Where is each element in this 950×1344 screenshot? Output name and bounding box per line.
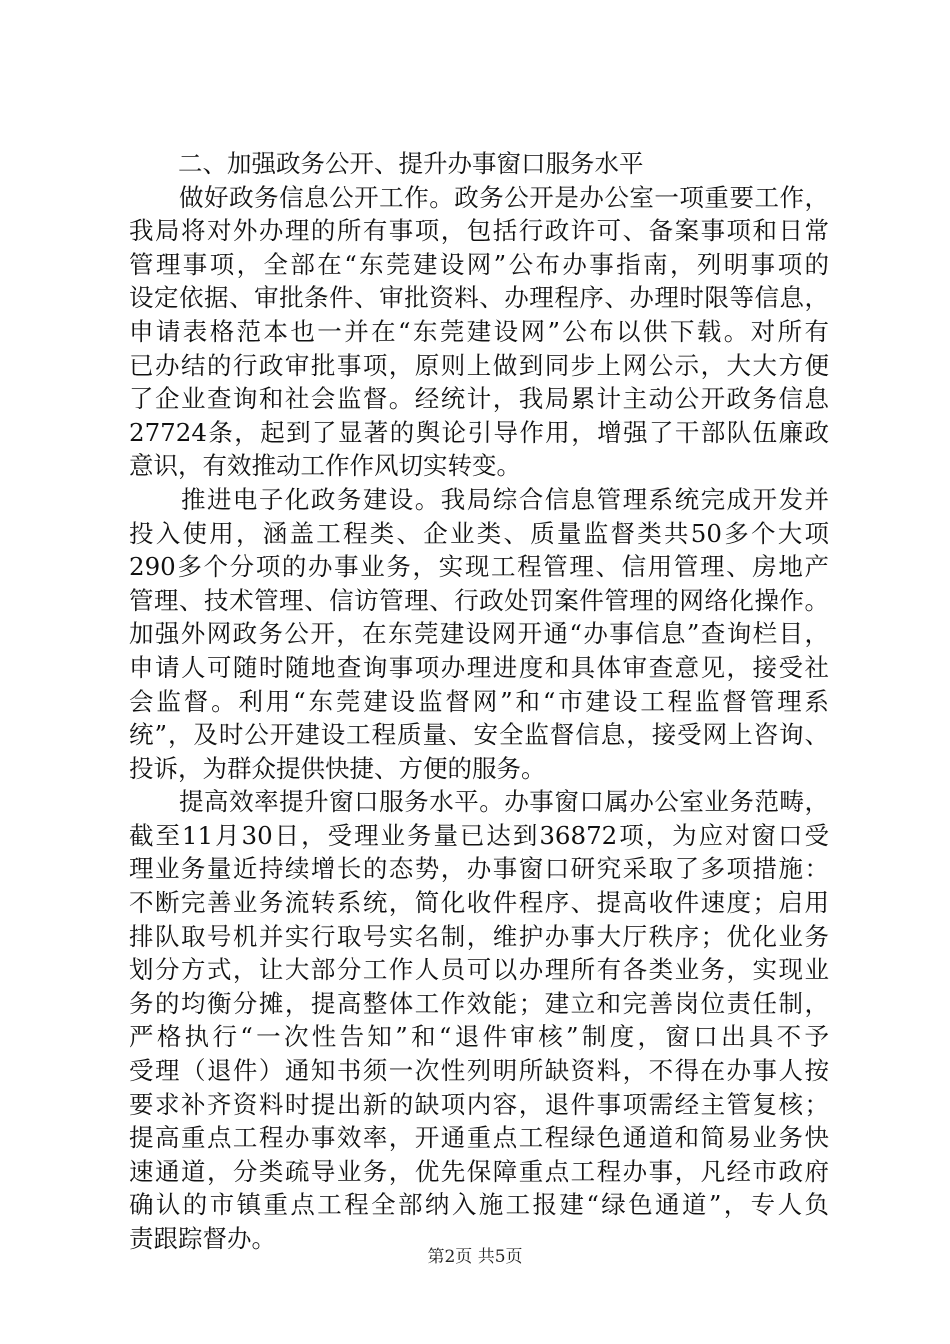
text-line: 了企业查询和社会监督。经统计，我局累计主动公开政务信息 [129,384,829,414]
text-line: 已办结的行政审批事项，原则上做到同步上网公示，大大方便 [129,350,829,380]
text-line: 做好政务信息公开工作。政务公开是办公室一项重要工作， [129,182,829,212]
text-line: 加强外网政务公开，在东莞建设网开通“办事信息”查询栏目， [129,619,829,649]
text-line: 我局将对外办理的所有事项，包括行政许可、备案事项和日常 [129,216,829,246]
text-line: 责跟踪督办。 [129,1224,276,1253]
text-line: 申请表格范本也一并在“东莞建设网”公布以供下载。对所有 [129,316,829,346]
text-line: 提高重点工程办事效率，开通重点工程绿色通道和简易业务快 [129,1123,829,1153]
text-line: 意识，有效推动工作作风切实转变。 [129,451,521,481]
text-line: 不断完善业务流转系统，简化收件程序、提高收件速度；启用 [129,888,829,918]
document-body [129,147,829,1256]
text-line: 理业务量近持续增长的态势，办事窗口研究采取了多项措施： [129,854,829,884]
text-line: 统”，及时公开建设工程质量、安全监督信息，接受网上咨询、 [129,720,829,750]
page-number: 第2页 共5页 [427,1247,523,1267]
text-line: 申请人可随时随地查询事项办理进度和具体审查意见，接受社 [129,652,829,682]
text-line: 290多个分项的办事业务，实现工程管理、信用管理、房地产 [129,552,829,582]
text-line: 提高效率提升窗口服务水平。办事窗口属办公室业务范畴， [129,787,829,817]
text-line: 受理（退件）通知书须一次性列明所缺资料，不得在办事人按 [129,1056,829,1086]
text-line: 管理、技术管理、信访管理、行政处罚案件管理的网络化操作。 [129,585,829,615]
text-line: 投诉，为群众提供快捷、方便的服务。 [129,753,546,783]
text-line: 排队取号机并实行取号实名制，维护办事大厅秩序；优化业务 [129,921,829,951]
page-footer [0,1246,950,1268]
text-line: 27724条，起到了显著的舆论引导作用，增强了干部队伍廉政 [129,417,829,447]
text-line: 严格执行“一次性告知”和“退件审核”制度，窗口出具不予 [129,1022,829,1052]
text-line: 推进电子化政务建设。我局综合信息管理系统完成开发并 [129,484,829,514]
text-line: 要求补齐资料时提出新的缺项内容，退件事项需经主管复核； [129,1089,829,1119]
text-line: 管理事项，全部在“东莞建设网”公布办事指南，列明事项的 [129,249,829,279]
text-line: 二、加强政务公开、提升办事窗口服务水平 [129,149,644,178]
text-line: 划分方式，让大部分工作人员可以办理所有各类业务，实现业 [129,955,829,985]
text-line: 会监督。利用“东莞建设监督网”和“市建设工程监督管理系 [129,686,829,716]
text-line: 设定依据、审批条件、审批资料、办理程序、办理时限等信息， [129,283,829,313]
text-line: 务的均衡分摊，提高整体工作效能；建立和完善岗位责任制， [129,988,829,1018]
text-line: 截至11月30日，受理业务量已达到36872项，为应对窗口受 [129,820,829,850]
text-line: 确认的市镇重点工程全部纳入施工报建“绿色通道”，专人负 [129,1190,829,1220]
text-line: 投入使用，涵盖工程类、企业类、质量监督类共50多个大项 [129,518,829,548]
text-line: 速通道，分类疏导业务，优先保障重点工程办事，凡经市政府 [129,1156,829,1186]
